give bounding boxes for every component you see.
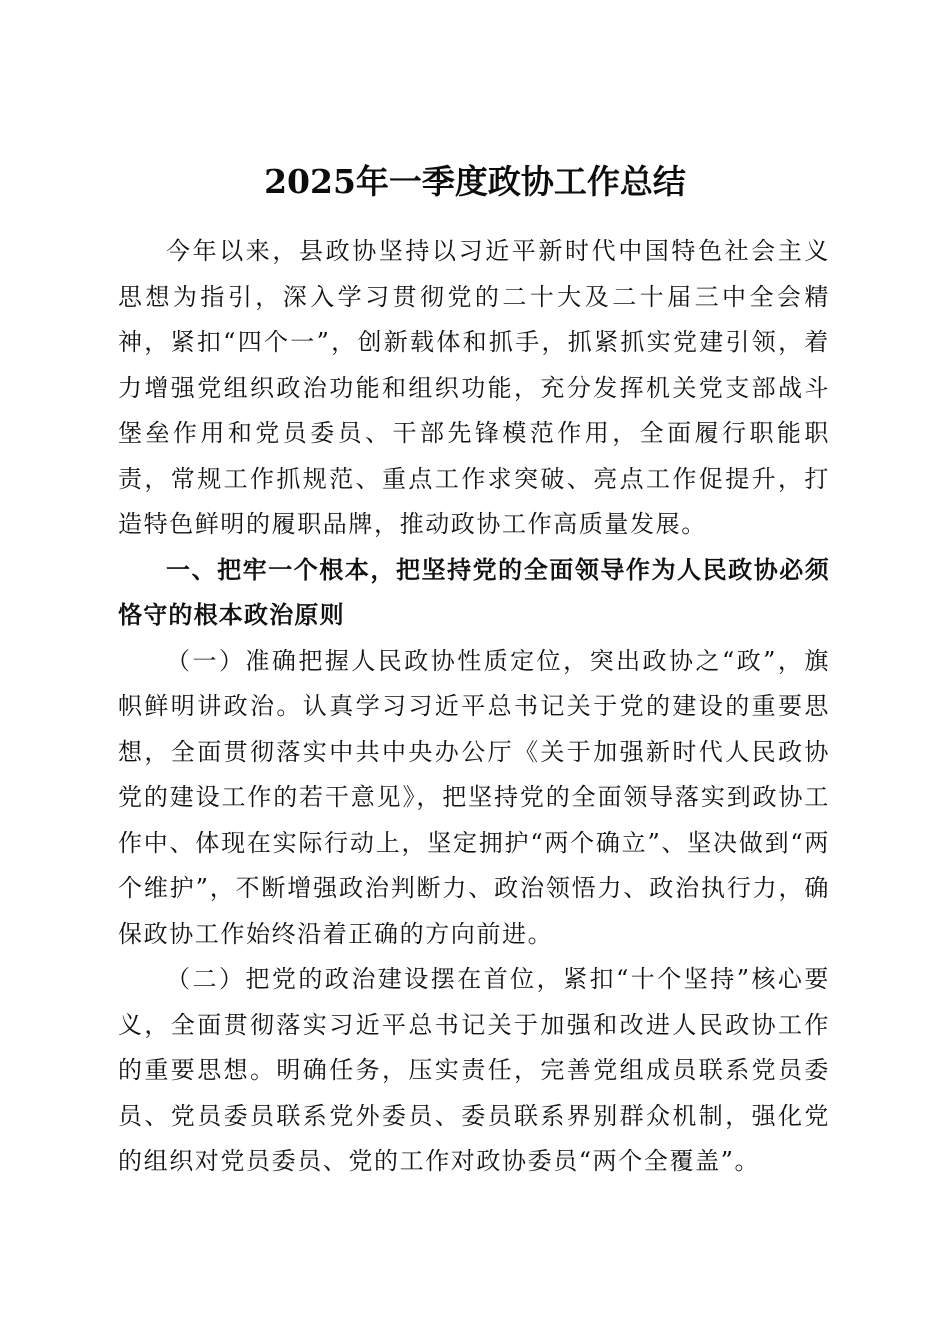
subsection-paragraph-1: （一）准确把握人民政协性质定位，突出政协之“政”，旗帜鲜明讲政治。认真学习习近平总书记关于党的建设的重要思想，全面贯彻落实中共中央办公厅《关于加强新时代人民政协党的建设工作的若干意见》，把坚持党的全面领导落实到政协工作中、体现在实际行动上，坚定拥护“两个确立”、坚决做到“两个维护”，不断增强政治判断力、政治领悟力、政治执行力，确保政协工作始终沿着正确的方向前进。 (118, 646, 830, 948)
document-body (118, 229, 830, 1185)
document-title: 2025年一季度政协工作总结 (264, 162, 686, 202)
intro-paragraph: 今年以来，县政协坚持以习近平新时代中国特色社会主义思想为指引，深入学习贯彻党的二十大及二十届三中全会精神，紧扣“四个一”，创新载体和抓手，抓紧抓实党建引领，着力增强党组织政治功能和组织功能，充分发挥机关党支部战斗堡垒作用和党员委员、干部先锋模范作用，全面履行职能职责，常规工作抓规范、重点工作求突破、亮点工作促提升，打造特色鲜明的履职品牌，推动政协工作高质量发展。 (118, 237, 830, 538)
subsection-paragraph-2: （二）把党的政治建设摆在首位，紧扣“十个坚持”核心要义，全面贯彻落实习近平总书记关于加强和改进人民政协工作的重要思想。明确任务，压实责任，完善党组成员联系党员委员、党员委员联系党外委员、委员联系界别群众机制，强化党的组织对党员委员、党的工作对政协委员“两个全覆盖”。 (118, 965, 830, 1175)
section-heading-1: 一、把牢一个根本，把坚持党的全面领导作为人民政协必须恪守的根本政治原则 (118, 555, 830, 629)
